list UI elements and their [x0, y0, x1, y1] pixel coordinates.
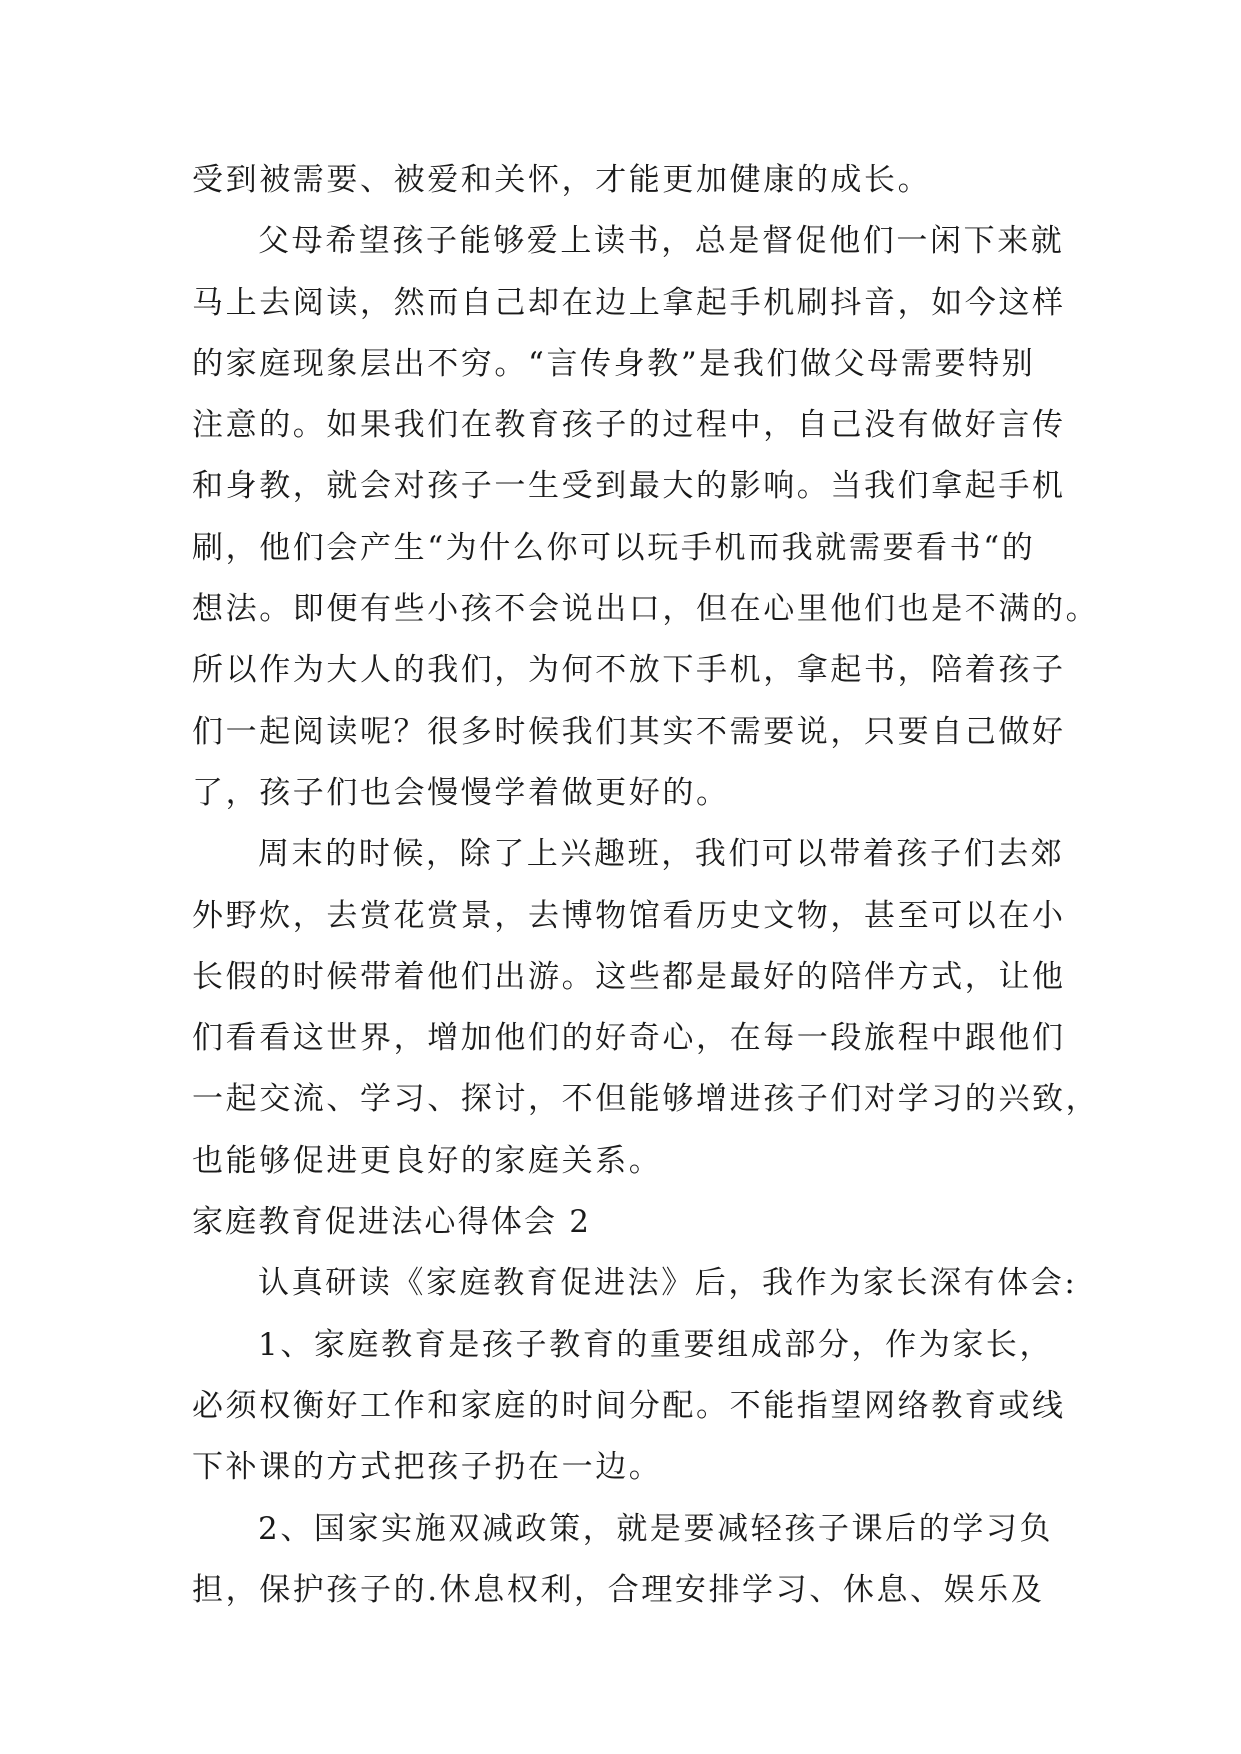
document-body [192, 150, 1100, 1621]
paragraph-line: 马上去阅读，然而自己却在边上拿起手机刷抖音，如今这样 [192, 284, 1066, 321]
paragraph-line: 2、国家实施双减政策，就是要减轻孩子课后的学习负 [258, 1510, 1054, 1547]
paragraph-line: 必须权衡好工作和家庭的时间分配。不能指望网络教育或线 [192, 1387, 1066, 1424]
paragraph-line: 长假的时候带着他们出游。这些都是最好的陪伴方式，让他 [192, 958, 1066, 995]
section-heading: 家庭教育促进法心得体会 2 [192, 1204, 592, 1241]
paragraph-line: 认真研读《家庭教育促进法》后，我作为家长深有体会: [258, 1265, 1078, 1302]
paragraph-line: 周末的时候，除了上兴趣班，我们可以带着孩子们去郊 [258, 836, 1065, 873]
paragraph-line: 一起交流、学习、探讨，不但能够增进孩子们对学习的兴致， [192, 1081, 1100, 1118]
paragraph-line: 所以作为大人的我们，为何不放下手机，拿起书，陪着孩子 [192, 652, 1066, 689]
paragraph-line: 和身教，就会对孩子一生受到最大的影响。当我们拿起手机 [192, 468, 1066, 505]
paragraph-line: 们一起阅读呢？很多时候我们其实不需要说，只要自己做好 [192, 713, 1066, 750]
paragraph-line: 父母希望孩子能够爱上读书，总是督促他们一闲下来就 [258, 223, 1065, 260]
paragraph-line: 下补课的方式把孩子扔在一边。 [192, 1449, 663, 1486]
paragraph-line: 想法。即便有些小孩不会说出口，但在心里他们也是不满的。 [192, 591, 1100, 628]
paragraph-line: 的家庭现象层出不穷。“言传身教”是我们做父母需要特别 [192, 345, 1036, 382]
paragraph-line: 外野炊，去赏花赏景，去博物馆看历史文物，甚至可以在小 [192, 897, 1066, 934]
paragraph-line: 受到被需要、被爱和关怀，才能更加健康的成长。 [192, 162, 932, 198]
paragraph-line: 注意的。如果我们在教育孩子的过程中，自己没有做好言传 [192, 407, 1066, 444]
paragraph-line: 了，孩子们也会慢慢学着做更好的。 [192, 774, 730, 811]
paragraph-line: 刷，他们会产生“为什么你可以玩手机而我就需要看书“的 [192, 529, 1036, 566]
paragraph-line: 1、家庭教育是孩子教育的重要组成部分，作为家长， [258, 1326, 1054, 1363]
paragraph-line: 担，保护孩子的.休息权利，合理安排学习、休息、娱乐及 [192, 1571, 1045, 1608]
paragraph-line: 们看看这世界，增加他们的好奇心，在每一段旅程中跟他们 [192, 1020, 1066, 1057]
paragraph-line: 也能够促进更良好的家庭关系。 [192, 1142, 663, 1179]
